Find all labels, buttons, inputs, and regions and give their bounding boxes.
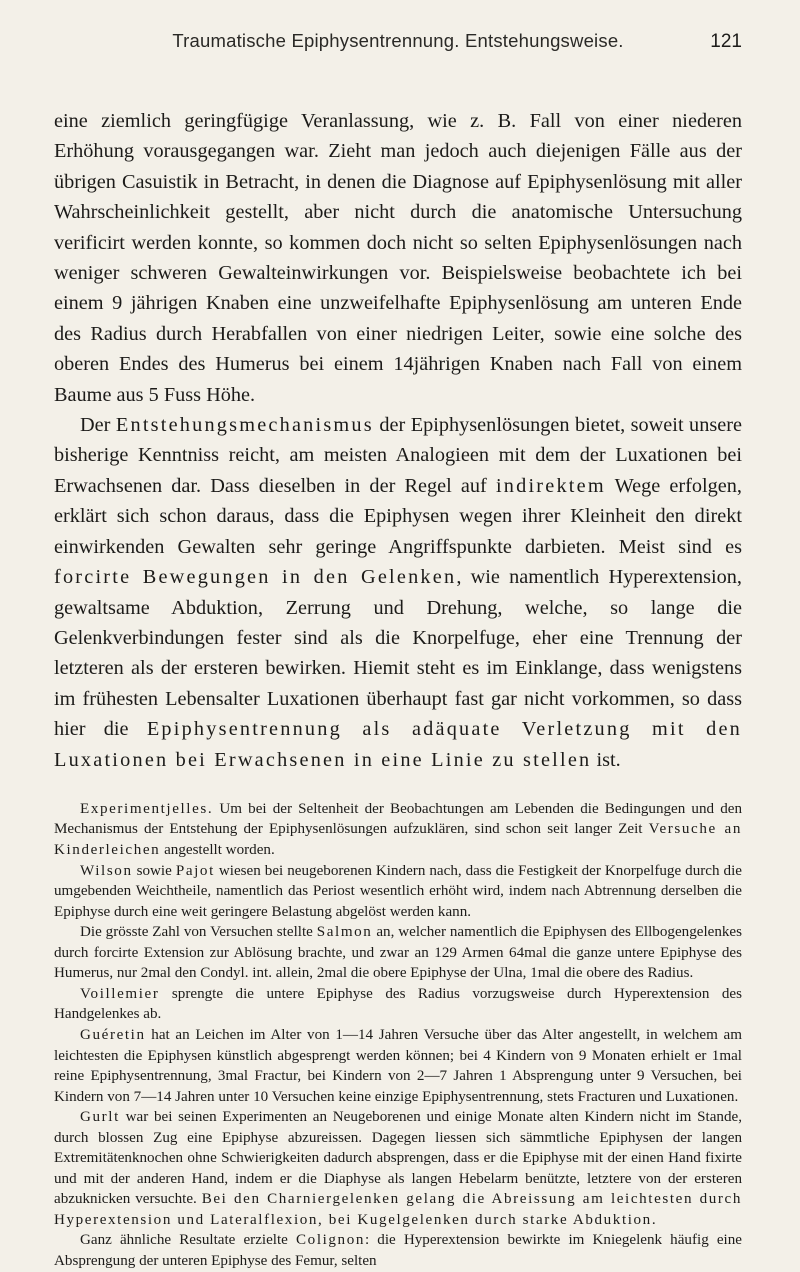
experimental-notes <box>54 799 742 1272</box>
text-run: wiesen bei neugeborenen Kindern nach, dass die Festigkeit der Knorpelfuge durch die umgebenden Weichtheile, namentlich das Periost wesentlich erhöht wird, indem nach Abtrennung derselben die Epiphyse durch eine weit geringere Belastung abgelöst werden kann. <box>54 862 742 920</box>
section-heading: Experimentjelles. <box>80 800 214 817</box>
emphasis: Versuche an Kinderleichen <box>54 821 742 859</box>
paragraph <box>54 861 742 923</box>
emphasis: indirektem <box>495 474 606 497</box>
text-run: an, welcher namentlich die Epiphysen des Ellbogengelenkes durch forcirte Extension zur Ablösung brachte, und zwar an 129 Armen 64mal die ganze untere Epiphyse des Humerus, nur 2mal den Condyl. int. allein, 2mal die obere Epiphyse der Ulna, 1mal die obere des Radius. <box>54 924 742 982</box>
paragraph: eine ziemlich geringfügige Veranlassung, wie z. B. Fall von einer niederen Erhöhung vorausgegangen war. Zieht man jedoch auch diejenigen Fälle aus der übrigen Casuistik in Betracht, in denen die Diagnose auf Epiphysenlösung mit aller Wahrscheinlichkeit gestellt, aber nicht durch die anatomische Untersuchung verificirt werden konnte, so kommen doch nicht so selten Epiphysenlösungen nach weniger schweren Gewalteinwirkungen vor. Beispielsweise beobachtete ich bei einem 9 jährigen Knaben eine unzweifelhafte Epiphysenlösung am unteren Ende des Radius durch Herabfallen von einer niedrigen Leiter, sowie eine solche des oberen Endes des Humerus bei einem 14jährigen Knaben nach Fall von einem Baume aus 5 Fuss Höhe. <box>54 110 742 406</box>
paragraph <box>54 1025 742 1107</box>
author-name: Gurlt <box>80 1109 120 1126</box>
author-name: Voillemier <box>80 985 160 1002</box>
paragraph <box>54 1107 742 1230</box>
author-name: Wilson <box>80 862 133 879</box>
page-number: 121 <box>710 31 742 52</box>
author-name: Pajot <box>175 862 215 879</box>
paragraph <box>54 1230 742 1271</box>
text-run: Um bei der Seltenheit der Beobachtungen am Lebenden die Bedingungen und den Mechanismus der Entstehung der Epiphysenlösungen aufzuklären, sind schon seit langer Zeit <box>54 800 742 838</box>
emphasis: Epiphysentrennung als adäquate Verletzung mit den Luxationen bei Erwachsenen in eine Linie zu stellen <box>54 718 742 771</box>
text-run: Wege erfolgen, erklärt sich schon daraus, dass die Epiphysen wegen ihrer Kleinheit den direkt einwirkenden Gewalten sehr geringe Angriffspunkte darbieten. Meist sind es <box>54 474 742 558</box>
emphasis: forcirte Bewegungen in den Gelenken <box>54 566 457 589</box>
emphasis: Entstehungsmechanismus <box>115 414 374 437</box>
text-run: Der <box>80 414 116 437</box>
author-name: Colignon <box>296 1232 365 1249</box>
text-run: angestellt worden. <box>160 842 275 859</box>
text-run: Ganz ähnliche Resultate erzielte <box>80 1232 296 1249</box>
text-run: , wie namentlich Hyperextension, gewaltsame Abduktion, Zerrung und Drehung, welche, so lange die Gelenkverbindungen fester sind als die Knorpelfuge, eher eine Trennung der letzteren als der ersteren bewirken. Hiemit steht es im Einklange, dass wenigstens im frühesten Lebensalter Luxationen überhaupt fast gar nicht vorkommen, so dass hier die <box>54 566 742 741</box>
text-run: sowie <box>132 862 176 879</box>
paragraph <box>54 410 742 775</box>
running-title: Traumatische Epiphysentrennung. Entstehungsweise. <box>172 30 624 51</box>
main-text <box>54 106 742 775</box>
text-run: der Epiphysenlösungen bietet, soweit unsere bisherige Kenntniss reicht, am meisten Analogieen mit dem der Luxationen bei Erwachsenen dar. Dass dieselben in der Regel auf <box>54 414 742 497</box>
text-run: Die grösste Zahl von Versuchen stellte <box>80 924 317 941</box>
author-name: Salmon <box>316 924 373 941</box>
text-run: hat an Leichen im Alter von 1—14 Jahren Versuche über das Alter angestellt, in welchem am leichtesten die Epiphysen künstlich abgesprengt werden können; bei 4 Kindern von 9 Monaten erhielt er 1mal reine Epiphysentrennung, 3mal Fractur, bei Kindern von 2—7 Jahren 1 Absprengung unter 9 Versuchen, bei Kindern von 7—14 Jahren unter 10 Versuchen keine einzige Epiphysentrennung, stets Fracturen und Luxationen. <box>54 1026 742 1105</box>
text-run: sprengte die untere Epiphyse des Radius vorzugsweise durch Hyperextension des Handgelenkes ab. <box>54 985 742 1023</box>
text-run: ist. <box>591 748 621 771</box>
text-run: war bei seinen Experimenten an Neugeborenen und einige Monate alten Kindern nicht im Stande, durch blossen Zug eine Epiphyse abzureissen. Dagegen liessen sich sämmtliche Epiphysen der langen Extremitätenknochen ohne Schwierigkeiten dadurch absprengen, dass er die Epiphyse mit der einen Hand fixirte und mit der anderen Hand, indem er die Diaphyse als langen Hebelarm benützte, letztere von der ersteren abzuknicken versuchte. <box>54 1109 742 1208</box>
paragraph <box>54 799 742 861</box>
paragraph <box>54 984 742 1025</box>
running-head <box>54 30 742 64</box>
author-name: Guéretin <box>80 1026 146 1043</box>
text-run: : die Hyperextension bewirkte im Kniegelenk häufig eine Absprengung der unteren Epiphyse des Femur, selten <box>54 1232 742 1269</box>
paragraph <box>54 922 742 984</box>
emphasis: Bei den Charniergelenken gelang die Abreissung am leichtesten durch Hyperextension und Lateralflexion, bei Kugelgelenken durch starke Abduktion. <box>54 1191 742 1228</box>
